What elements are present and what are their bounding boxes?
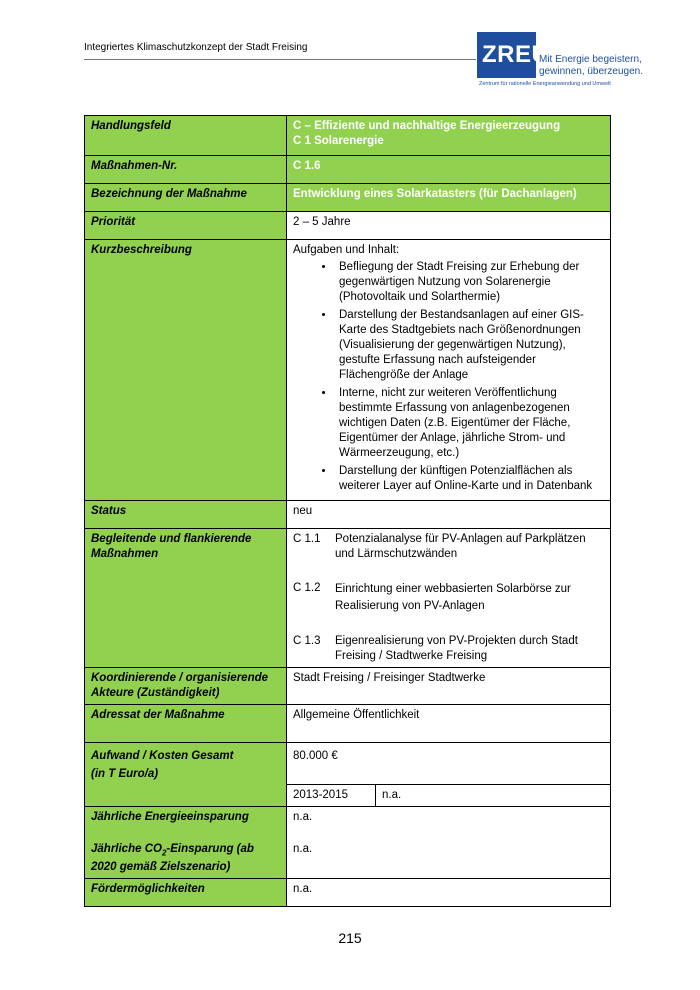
value-foerder: n.a. <box>287 879 611 907</box>
co2-label-part-a: Jährliche CO <box>91 843 162 855</box>
label-akteure: Koordinierende / organisierende Akteure (Zuständigkeit) <box>85 668 287 705</box>
label-aufwand <box>85 743 287 807</box>
row-begleitend <box>85 529 611 668</box>
value-kurzbeschreibung <box>287 240 611 501</box>
row-aufwand <box>85 743 611 785</box>
energie-label: Jährliche Energieeinsparung <box>91 811 249 823</box>
row-foerder <box>85 879 611 907</box>
value-aufwand: 80.000 € <box>287 743 611 785</box>
logo-word: ZREU <box>482 41 550 68</box>
value-akteure: Stadt Freising / Freisinger Stadtwerke <box>287 668 611 705</box>
related-measure-text: Eigenrealisierung von PV-Projekten durch Stadt Freising / Stadtwerke Freising <box>335 635 578 662</box>
period-label: 2013-2015 <box>287 785 376 806</box>
list-item: • Darstellung der künftigen Potenzialflächen als weiterer Layer auf Online-Karte und in Datenbank <box>335 464 604 494</box>
row-kurzbeschreibung <box>85 240 611 501</box>
label-foerder: Fördermöglichkeiten <box>85 879 287 907</box>
logo-subtitle: Zentrum für rationelle Energieanwendung und Umwelt <box>479 81 611 87</box>
value-status: neu <box>287 501 611 529</box>
header-rule <box>84 59 476 60</box>
value-begleitend <box>287 529 611 668</box>
value-nr: C 1.6 <box>287 156 611 184</box>
period-split <box>287 785 610 806</box>
aufwand-label-line-2: (in T Euro/a) <box>91 768 159 780</box>
co2-value: n.a. <box>293 843 313 855</box>
row-prioritaet <box>85 212 611 240</box>
kurz-intro: Aufgaben und Inhalt: <box>293 244 400 256</box>
logo-tagline <box>539 54 643 78</box>
label-begleitend: Begleitende und flankierende Maßnahmen <box>85 529 287 668</box>
page-number: 215 <box>338 930 362 946</box>
kurz-bullet-list <box>293 260 604 494</box>
label-einsparung <box>85 807 287 879</box>
row-nr <box>85 156 611 184</box>
value-prioritaet: 2 – 5 Jahre <box>287 212 611 240</box>
related-measure-code: C 1.1 <box>293 533 321 545</box>
label-handlungsfeld: Handlungsfeld <box>85 116 287 156</box>
related-measure-text: Einrichtung einer webbasierten Solarbörse zur Realisierung von PV-Anlagen <box>335 583 571 612</box>
co2-label-part-b: -Einsparung (ab 2020 gemäß Zielszenario) <box>91 843 254 874</box>
list-item: • Darstellung der Bestandsanlagen auf einer GIS-Karte des Stadtgebiets nach Größenordnungen (Visualisierung der gegenwärtigen Nutzung), gestufte Erfassung nach aufsteigender Flächengröße der Anlage <box>335 308 604 383</box>
row-bezeichnung <box>85 184 611 212</box>
document-header-title: Integriertes Klimaschutzkonzept der Stadt Freising <box>84 42 308 53</box>
logo-tagline-line-2: gewinnen, überzeugen. <box>539 66 643 77</box>
row-status <box>85 501 611 529</box>
related-measure-code: C 1.3 <box>293 635 321 647</box>
row-einsparung <box>85 807 611 879</box>
zreu-logo <box>477 32 643 92</box>
row-akteure <box>85 668 611 705</box>
related-measure-text: Potenzialanalyse für PV-Anlagen auf Parkplätzen und Lärmschutzwänden <box>335 533 586 560</box>
value-adressat: Allgemeine Öffentlichkeit <box>287 705 611 743</box>
label-prioritaet: Priorität <box>85 212 287 240</box>
value-handlungsfeld <box>287 116 611 156</box>
row-adressat <box>85 705 611 743</box>
related-measure-code: C 1.2 <box>293 582 321 594</box>
handlungsfeld-line-2: C 1 Solarenergie <box>293 135 384 147</box>
logo-box <box>477 32 550 78</box>
energie-value: n.a. <box>293 811 313 823</box>
value-einsparung <box>287 807 611 879</box>
measure-table <box>84 115 611 907</box>
handlungsfeld-line-1: C – Effiziente und nachhaltige Energieerzeugung <box>293 120 561 132</box>
related-measure-item <box>293 532 604 562</box>
row-handlungsfeld <box>85 116 611 156</box>
co2-label-sub: 2 <box>161 848 167 858</box>
co2-label <box>91 842 280 875</box>
label-bezeichnung: Bezeichnung der Maßnahme <box>85 184 287 212</box>
label-adressat: Adressat der Maßnahme <box>85 705 287 743</box>
aufwand-label-line-1: Aufwand / Kosten Gesamt <box>91 750 234 762</box>
list-item: • Interne, nicht zur weiteren Veröffentlichung bestimmte Erfassung von anlagenbezogenen wichtigen Daten (z.B. Eigentümer der Fläche, Eigentümer der Anlage, jährliche Strom- und Wärmeerzeugung, etc.) <box>335 386 604 461</box>
related-measure-item <box>293 581 604 615</box>
period-value: n.a. <box>382 789 402 801</box>
label-kurzbeschreibung: Kurzbeschreibung <box>85 240 287 501</box>
label-status: Status <box>85 501 287 529</box>
related-measure-item <box>293 634 604 664</box>
list-item: • Befliegung der Stadt Freising zur Erhebung der gegenwärtigen Nutzung von Solarenergie (Photovoltaik und Solarthermie) <box>335 260 604 305</box>
value-aufwand-period <box>287 785 611 807</box>
value-bezeichnung: Entwicklung eines Solarkatasters (für Dachanlagen) <box>287 184 611 212</box>
logo-tagline-line-1: Mit Energie begeistern, <box>539 54 642 65</box>
label-nr: Maßnahmen-Nr. <box>85 156 287 184</box>
